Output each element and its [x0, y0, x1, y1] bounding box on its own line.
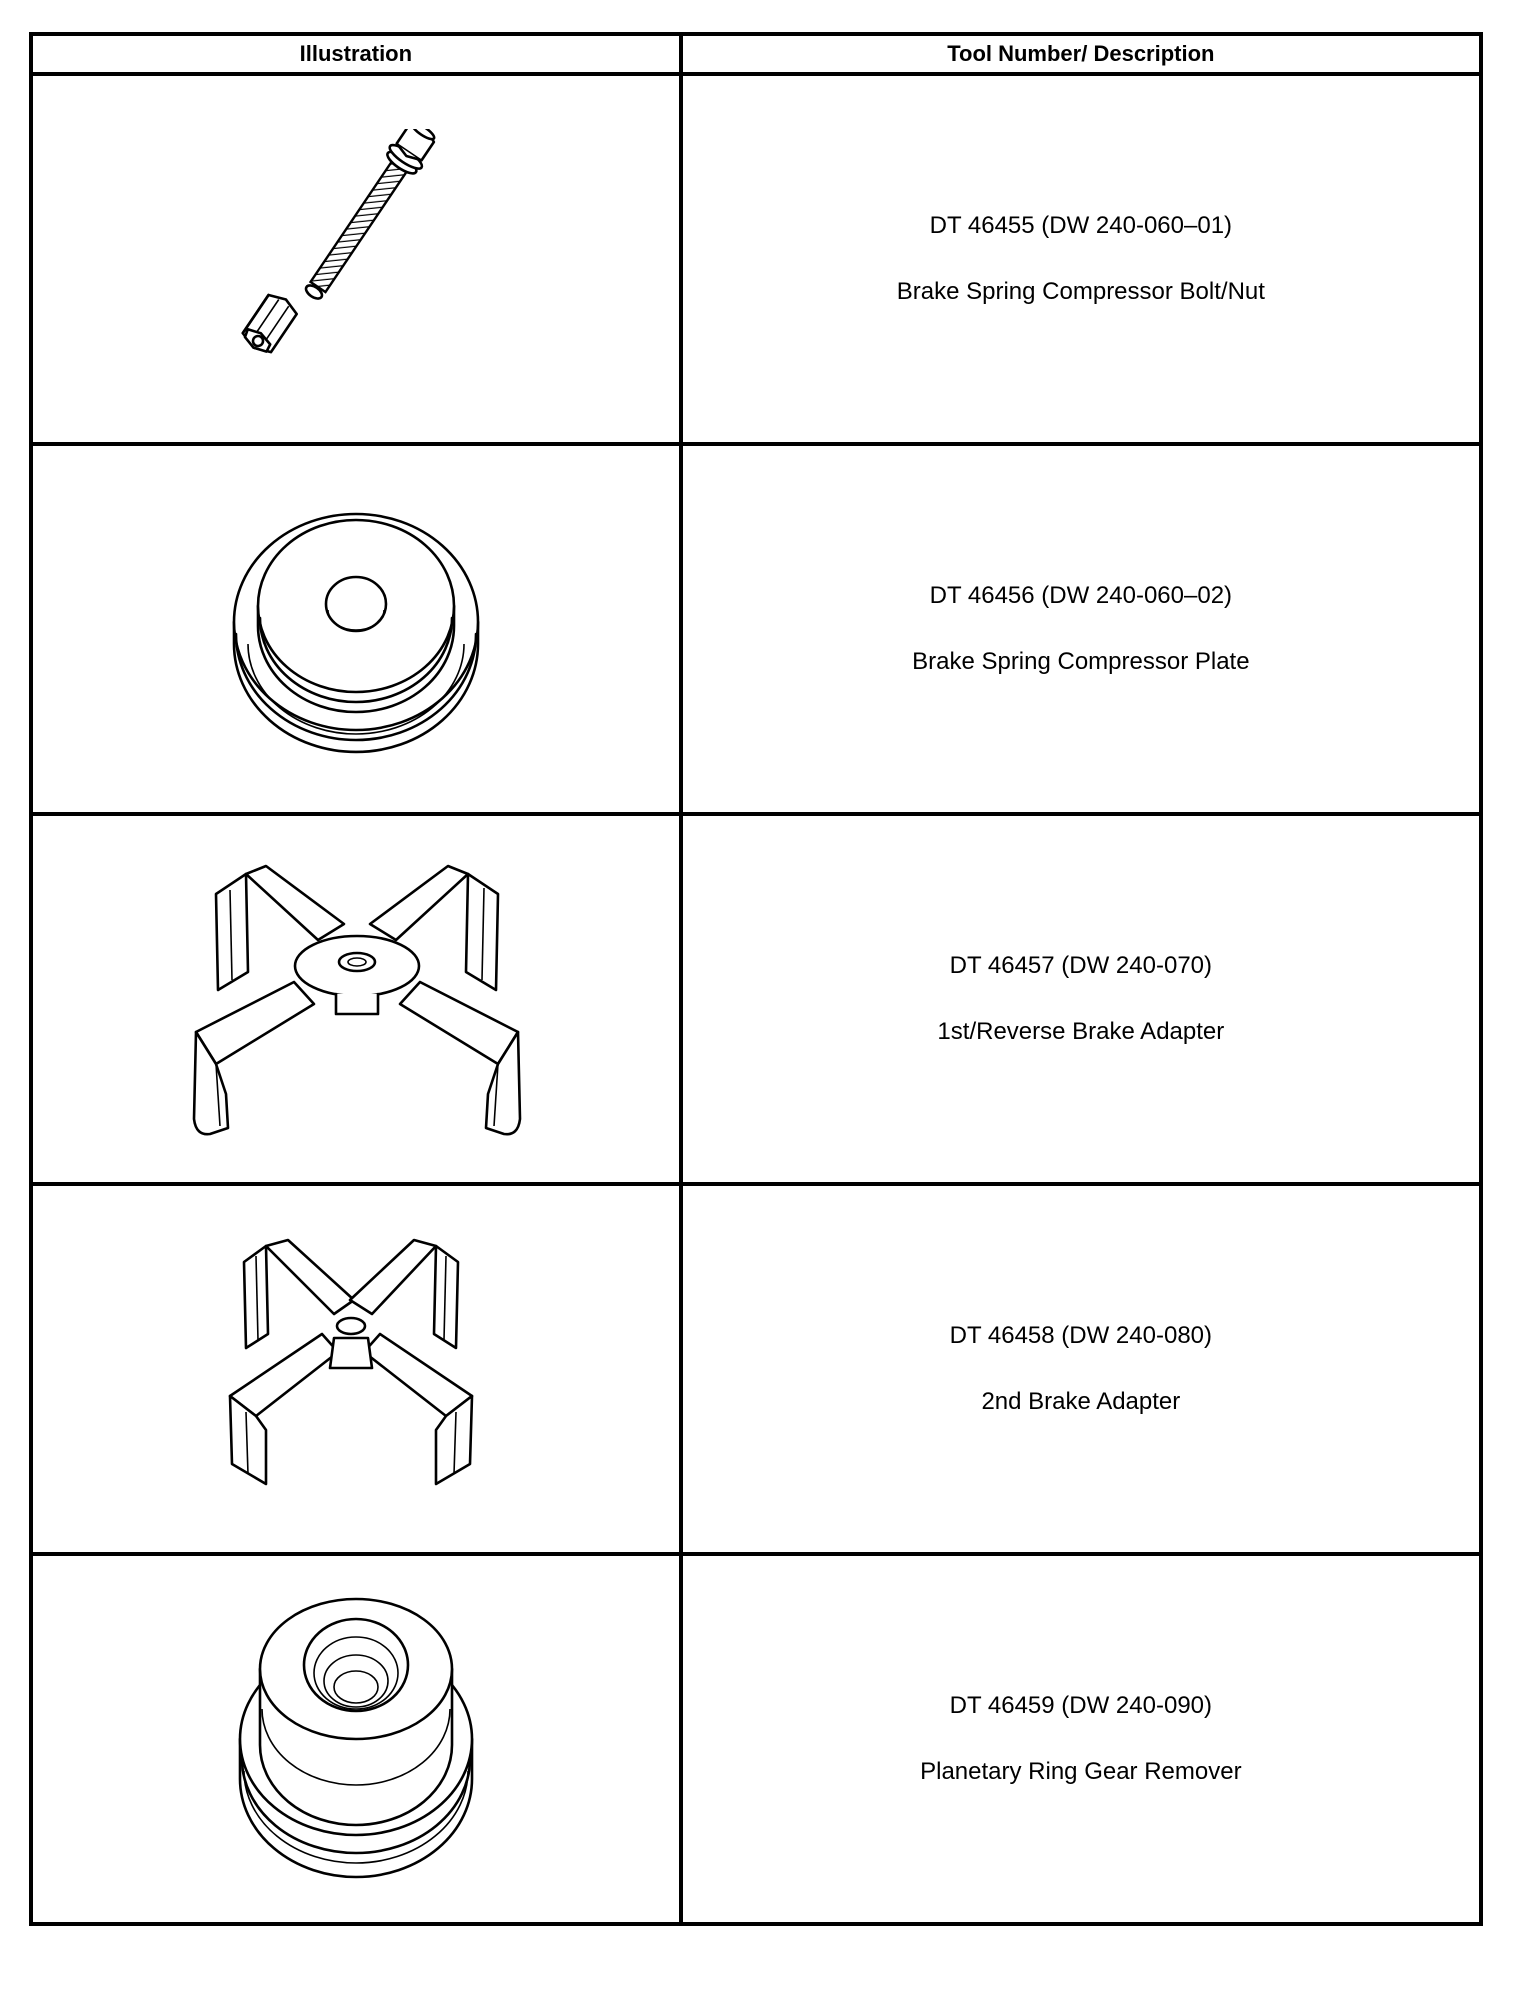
tool-description-cell [681, 1184, 1481, 1554]
compressor-plate-icon [216, 494, 496, 764]
illustration-cell [31, 1184, 681, 1554]
bolt-and-nut-icon [206, 129, 506, 389]
table-row [31, 814, 1481, 1184]
ring-gear-remover-icon [226, 1589, 486, 1889]
table-header-row [31, 34, 1481, 74]
tool-description-cell [681, 814, 1481, 1184]
tool-number: DT 46458 (DW 240-080) [949, 1322, 1213, 1349]
illustration-cell [31, 814, 681, 1184]
small-four-leg-adapter-icon [226, 1234, 486, 1504]
table-row [31, 1184, 1481, 1554]
tool-column-header: Tool Number/ Description [681, 34, 1481, 74]
four-leg-adapter-icon [186, 854, 526, 1144]
tool-description-cell [681, 444, 1481, 814]
table-row [31, 74, 1481, 444]
tool-description-cell [681, 74, 1481, 444]
tool-number: DT 46457 (DW 240-070) [949, 952, 1213, 979]
tool-number: DT 46456 (DW 240-060–02) [929, 582, 1233, 609]
table-row [31, 444, 1481, 814]
tool-description: 2nd Brake Adapter [981, 1388, 1181, 1415]
tool-description: Brake Spring Compressor Bolt/Nut [896, 278, 1265, 305]
illustration-cell [31, 444, 681, 814]
illustration-cell [31, 1554, 681, 1924]
tool-description-cell [681, 1554, 1481, 1924]
tool-description: Brake Spring Compressor Plate [912, 648, 1250, 675]
tool-number: DT 46459 (DW 240-090) [949, 1692, 1213, 1719]
special-tools-table [29, 32, 1483, 1926]
tool-number: DT 46455 (DW 240-060–01) [929, 212, 1233, 239]
tool-description: Planetary Ring Gear Remover [920, 1758, 1242, 1785]
tool-description: 1st/Reverse Brake Adapter [937, 1018, 1225, 1045]
illustration-cell [31, 74, 681, 444]
table-row [31, 1554, 1481, 1924]
illustration-column-header: Illustration [31, 34, 681, 74]
